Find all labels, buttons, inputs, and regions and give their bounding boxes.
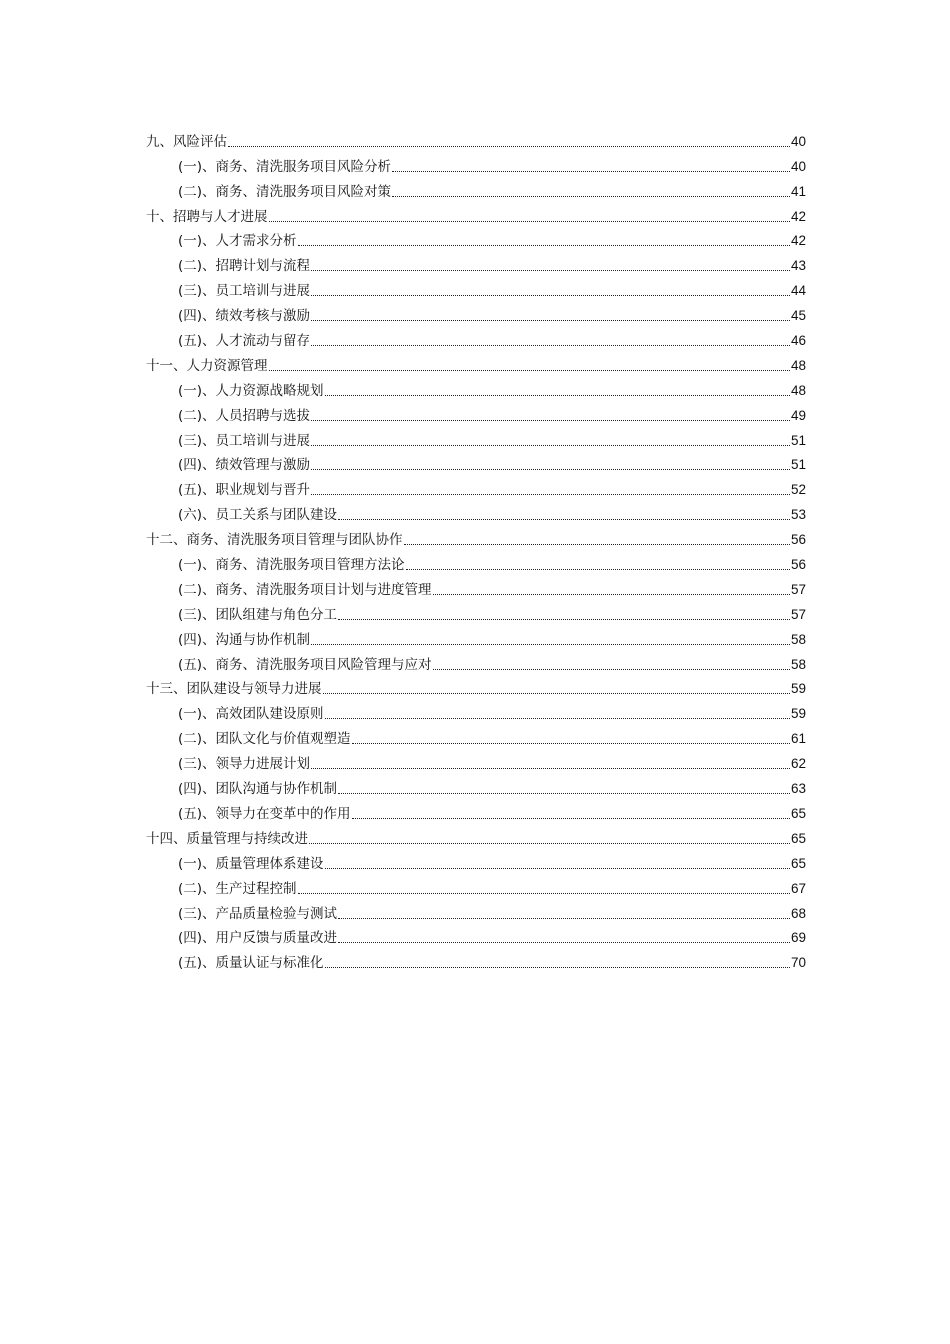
toc-page-number: 44 xyxy=(790,283,806,299)
toc-chapter-entry[interactable] xyxy=(146,524,806,549)
toc-page-number: 69 xyxy=(790,930,806,946)
toc-entry-title: (三)、领导力进展计划 xyxy=(178,756,311,773)
toc-entry-title: 十三、团队建设与领导力进展 xyxy=(146,681,322,698)
toc-section-entry[interactable] xyxy=(146,549,806,574)
toc-section-entry[interactable] xyxy=(146,250,806,275)
toc-dot-leader xyxy=(298,245,790,246)
toc-page-number: 48 xyxy=(790,382,806,398)
toc-section-entry[interactable] xyxy=(146,275,806,300)
toc-page-number: 58 xyxy=(790,656,806,672)
toc-chapter-entry[interactable] xyxy=(146,350,806,375)
table-of-contents xyxy=(146,126,806,972)
toc-entry-title: (五)、商务、清洗服务项目风险管理与应对 xyxy=(178,656,432,673)
toc-page-number: 51 xyxy=(790,432,806,448)
toc-section-entry[interactable] xyxy=(146,947,806,972)
toc-page-number: 56 xyxy=(790,557,806,573)
toc-page-number: 57 xyxy=(790,606,806,622)
toc-section-entry[interactable] xyxy=(146,325,806,350)
toc-section-entry[interactable] xyxy=(146,450,806,475)
toc-entry-title: (三)、产品质量检验与测试 xyxy=(178,905,338,922)
toc-page-number: 61 xyxy=(790,731,806,747)
toc-section-entry[interactable] xyxy=(146,624,806,649)
toc-section-entry[interactable] xyxy=(146,499,806,524)
toc-chapter-entry[interactable] xyxy=(146,126,806,151)
toc-dot-leader xyxy=(311,345,790,346)
toc-section-entry[interactable] xyxy=(146,723,806,748)
toc-section-entry[interactable] xyxy=(146,400,806,425)
toc-page-number: 40 xyxy=(790,158,806,174)
toc-dot-leader xyxy=(228,146,790,147)
toc-page-number: 65 xyxy=(790,830,806,846)
toc-section-entry[interactable] xyxy=(146,300,806,325)
toc-section-entry[interactable] xyxy=(146,923,806,948)
toc-section-entry[interactable] xyxy=(146,848,806,873)
toc-entry-title: (三)、员工培训与进展 xyxy=(178,283,311,300)
toc-dot-leader xyxy=(309,843,790,844)
toc-section-entry[interactable] xyxy=(146,873,806,898)
toc-section-entry[interactable] xyxy=(146,176,806,201)
toc-entry-title: 九、风险评估 xyxy=(146,133,227,150)
toc-dot-leader xyxy=(269,221,790,222)
toc-chapter-entry[interactable] xyxy=(146,674,806,699)
toc-entry-title: (一)、商务、清洗服务项目管理方法论 xyxy=(178,557,405,574)
toc-dot-leader xyxy=(406,569,790,570)
toc-entry-title: (二)、团队文化与价值观塑造 xyxy=(178,731,351,748)
toc-page-number: 52 xyxy=(790,482,806,498)
toc-section-entry[interactable] xyxy=(146,599,806,624)
toc-page-number: 59 xyxy=(790,706,806,722)
toc-entry-title: (一)、高效团队建设原则 xyxy=(178,706,324,723)
toc-dot-leader xyxy=(325,718,790,719)
toc-page-number: 48 xyxy=(790,357,806,373)
toc-page-number: 45 xyxy=(790,308,806,324)
toc-page-number: 41 xyxy=(790,183,806,199)
toc-dot-leader xyxy=(311,420,790,421)
toc-page-number: 62 xyxy=(790,756,806,772)
toc-entry-title: (一)、质量管理体系建设 xyxy=(178,855,324,872)
toc-dot-leader xyxy=(311,445,790,446)
toc-section-entry[interactable] xyxy=(146,698,806,723)
toc-section-entry[interactable] xyxy=(146,151,806,176)
toc-entry-title: (四)、用户反馈与质量改进 xyxy=(178,930,338,947)
toc-entry-title: (一)、人才需求分析 xyxy=(178,233,297,250)
toc-dot-leader xyxy=(338,519,790,520)
toc-entry-title: (二)、商务、清洗服务项目风险对策 xyxy=(178,183,392,200)
toc-section-entry[interactable] xyxy=(146,748,806,773)
toc-entry-title: (二)、人员招聘与选拔 xyxy=(178,407,311,424)
toc-dot-leader xyxy=(325,395,790,396)
toc-chapter-entry[interactable] xyxy=(146,823,806,848)
toc-page-number: 43 xyxy=(790,258,806,274)
toc-entry-title: (四)、绩效管理与激励 xyxy=(178,457,311,474)
toc-dot-leader xyxy=(269,370,790,371)
toc-page-number: 63 xyxy=(790,781,806,797)
toc-section-entry[interactable] xyxy=(146,474,806,499)
toc-section-entry[interactable] xyxy=(146,898,806,923)
toc-dot-leader xyxy=(311,320,790,321)
toc-dot-leader xyxy=(338,793,790,794)
toc-entry-title: 十二、商务、清洗服务项目管理与团队协作 xyxy=(146,532,403,549)
toc-entry-title: (五)、质量认证与标准化 xyxy=(178,955,324,972)
toc-page-number: 49 xyxy=(790,407,806,423)
toc-dot-leader xyxy=(311,768,790,769)
toc-page-number: 57 xyxy=(790,581,806,597)
toc-dot-leader xyxy=(311,469,790,470)
toc-section-entry[interactable] xyxy=(146,375,806,400)
toc-dot-leader xyxy=(338,619,790,620)
toc-entry-title: (二)、商务、清洗服务项目计划与进度管理 xyxy=(178,581,432,598)
toc-entry-title: 十、招聘与人才进展 xyxy=(146,208,268,225)
toc-entry-title: (六)、员工关系与团队建设 xyxy=(178,507,338,524)
toc-page-number: 70 xyxy=(790,955,806,971)
toc-section-entry[interactable] xyxy=(146,773,806,798)
toc-page-number: 68 xyxy=(790,905,806,921)
toc-entry-title: (五)、职业规划与晋升 xyxy=(178,482,311,499)
toc-dot-leader xyxy=(338,918,790,919)
toc-dot-leader xyxy=(325,967,790,968)
toc-entry-title: (五)、领导力在变革中的作用 xyxy=(178,805,351,822)
toc-page-number: 67 xyxy=(790,880,806,896)
toc-page-number: 42 xyxy=(790,208,806,224)
toc-dot-leader xyxy=(298,893,790,894)
toc-dot-leader xyxy=(392,171,790,172)
toc-dot-leader xyxy=(311,644,790,645)
toc-page-number: 65 xyxy=(790,805,806,821)
toc-dot-leader xyxy=(433,669,790,670)
toc-page-number: 65 xyxy=(790,855,806,871)
toc-dot-leader xyxy=(311,270,790,271)
toc-entry-title: 十一、人力资源管理 xyxy=(146,357,268,374)
toc-entry-title: (三)、员工培训与进展 xyxy=(178,432,311,449)
toc-section-entry[interactable] xyxy=(146,798,806,823)
toc-entry-title: (五)、人才流动与留存 xyxy=(178,333,311,350)
toc-dot-leader xyxy=(352,743,790,744)
toc-dot-leader xyxy=(404,544,790,545)
toc-dot-leader xyxy=(352,818,790,819)
toc-section-entry[interactable] xyxy=(146,574,806,599)
toc-dot-leader xyxy=(323,693,790,694)
toc-section-entry[interactable] xyxy=(146,226,806,251)
toc-entry-title: (三)、团队组建与角色分工 xyxy=(178,606,338,623)
toc-dot-leader xyxy=(392,196,790,197)
toc-entry-title: (一)、商务、清洗服务项目风险分析 xyxy=(178,158,392,175)
toc-section-entry[interactable] xyxy=(146,425,806,450)
toc-dot-leader xyxy=(338,942,790,943)
toc-entry-title: (四)、绩效考核与激励 xyxy=(178,308,311,325)
toc-entry-title: (四)、沟通与协作机制 xyxy=(178,631,311,648)
toc-page-number: 53 xyxy=(790,507,806,523)
toc-page-number: 46 xyxy=(790,333,806,349)
toc-entry-title: (四)、团队沟通与协作机制 xyxy=(178,781,338,798)
toc-section-entry[interactable] xyxy=(146,649,806,674)
toc-dot-leader xyxy=(433,594,790,595)
toc-entry-title: 十四、质量管理与持续改进 xyxy=(146,830,308,847)
toc-entry-title: (二)、生产过程控制 xyxy=(178,880,297,897)
toc-page-number: 42 xyxy=(790,233,806,249)
toc-dot-leader xyxy=(325,868,790,869)
toc-entry-title: (二)、招聘计划与流程 xyxy=(178,258,311,275)
toc-page-number: 58 xyxy=(790,631,806,647)
toc-chapter-entry[interactable] xyxy=(146,201,806,226)
toc-dot-leader xyxy=(311,494,790,495)
toc-page-number: 56 xyxy=(790,532,806,548)
toc-entry-title: (一)、人力资源战略规划 xyxy=(178,382,324,399)
toc-page-number: 51 xyxy=(790,457,806,473)
toc-dot-leader xyxy=(311,295,790,296)
toc-page-number: 59 xyxy=(790,681,806,697)
toc-page-number: 40 xyxy=(790,133,806,149)
